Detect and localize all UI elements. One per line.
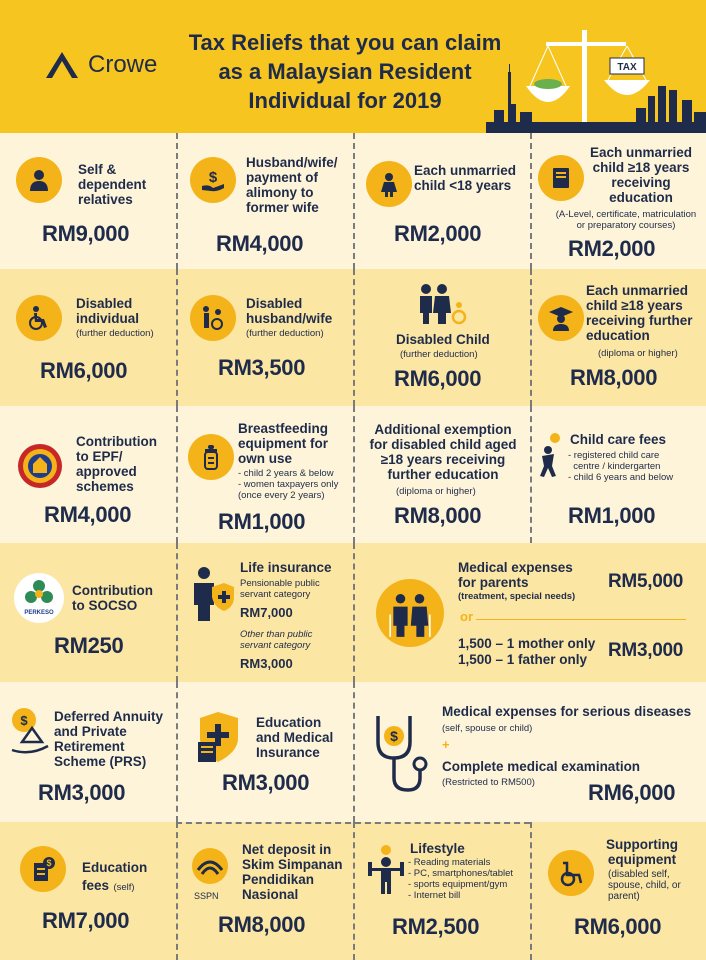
child-care-note: - registered child care centre / kindergarten - child 6 years and below	[568, 450, 674, 483]
divider	[176, 133, 178, 269]
wheelchair-equipment-icon	[548, 850, 594, 896]
baby-bottle-icon	[188, 434, 234, 480]
rocking-chair-icon	[8, 706, 52, 756]
row-6	[0, 822, 706, 960]
dollar-hand-icon	[190, 157, 236, 203]
row-2	[0, 269, 706, 406]
supporting-equipment-amount: RM6,000	[574, 914, 662, 939]
disabled-individual-amount: RM6,000	[40, 358, 128, 383]
education-fees-amount: RM7,000	[42, 908, 130, 933]
education-fees-label: Education fees	[82, 860, 148, 893]
svg-text:$: $	[208, 169, 218, 186]
child-education-note: (A-Level, certificate, matriculation or preparatory courses)	[555, 209, 697, 231]
shield-person-icon	[190, 563, 236, 623]
education-fees-suffix: (self)	[113, 882, 135, 893]
child-further-education-label: Each unmarried child ≥18 years receiving further education	[586, 283, 693, 343]
child-under18-label: Each unmarried child <18 years	[414, 163, 517, 193]
playing-child-icon	[536, 432, 562, 480]
divider	[176, 682, 178, 822]
row-4	[0, 543, 706, 682]
parents-medical-note: (treatment, special needs)	[458, 591, 576, 602]
child-further-education-note: (diploma or higher)	[598, 348, 678, 359]
perkeso-logo	[14, 573, 64, 623]
book-icon	[538, 155, 584, 201]
divider	[353, 822, 355, 960]
logo-text: Crowe	[88, 51, 158, 78]
row-1	[0, 133, 706, 269]
tax-tag-text: TAX	[617, 62, 637, 73]
medical-shield-icon	[196, 710, 252, 764]
serious-diseases-label: Medical expenses for serious diseases	[442, 704, 692, 719]
socso-amount: RM250	[54, 633, 124, 658]
breastfeeding-amount: RM1,000	[218, 509, 306, 534]
life-insurance-note-1: Pensionable public servant category	[240, 578, 320, 600]
disabled-family-icon	[416, 283, 468, 325]
elderly-couple-icon	[376, 579, 444, 647]
perkeso-emblem-icon	[22, 577, 56, 607]
disabled-child-note: (further deduction)	[400, 349, 478, 360]
life-insurance-note-2: Other than public servant category	[240, 629, 313, 651]
epf-amount: RM4,000	[44, 502, 132, 527]
graduate-icon	[538, 295, 584, 341]
child-education-label: Each unmarried child ≥18 years receiving education	[589, 145, 693, 205]
child-under18-amount: RM2,000	[394, 221, 482, 246]
child-care-label: Child care fees	[570, 432, 667, 447]
disabled-couple-icon	[190, 295, 236, 341]
self-relief-amount: RM9,000	[42, 221, 130, 246]
divider	[353, 133, 355, 269]
header-banner	[0, 0, 706, 133]
divider	[353, 682, 355, 822]
divider	[353, 406, 355, 543]
skyline-scale-illustration	[486, 0, 706, 133]
divider	[530, 822, 532, 960]
divider	[530, 133, 532, 269]
mother-only-line: 1,500 – 1 mother only	[458, 636, 596, 651]
title-line-1: Tax Reliefs that you can claim	[188, 30, 502, 55]
breastfeeding-note: - child 2 years & below - women taxpayers only (once every 2 years)	[238, 468, 339, 501]
prs-amount: RM3,000	[38, 780, 126, 805]
plus-separator: +	[442, 737, 450, 752]
kwsp-logo	[16, 442, 64, 490]
socso-label: Contribution to SOCSO	[72, 583, 153, 613]
supporting-equipment-note: (disabled self, spouse, child, or parent)	[608, 869, 681, 902]
certificate-icon	[20, 846, 66, 892]
additional-exemption-amount: RM8,000	[394, 503, 482, 528]
divider	[176, 543, 178, 682]
disabled-individual-label: Disabled individual	[76, 296, 140, 326]
disabled-child-amount: RM6,000	[394, 366, 482, 391]
epf-label: Contribution to EPF/ approved schemes	[76, 434, 157, 494]
divider	[176, 406, 178, 543]
title-line-3: Individual for 2019	[248, 88, 442, 113]
wheelchair-icon	[16, 295, 62, 341]
divider	[176, 269, 178, 406]
parents-medical-amount-1: RM5,000	[608, 571, 683, 592]
child-education-amount: RM2,000	[568, 236, 656, 261]
additional-exemption-label: Additional exemption for disabled child aged ≥18 years receiving further education	[369, 422, 517, 482]
sspn-label: Net deposit in Skim Simpanan Pendidikan Nasional	[242, 842, 343, 902]
disabled-individual-note: (further deduction)	[76, 328, 154, 339]
education-fees-text	[82, 859, 147, 895]
person-icon	[16, 157, 62, 203]
crowe-mark-icon	[44, 50, 80, 80]
lifestyle-amount: RM2,500	[392, 914, 480, 939]
lifestyle-label: Lifestyle	[410, 841, 465, 856]
life-insurance-label: Life insurance	[240, 560, 332, 575]
weightlifter-icon	[366, 844, 406, 896]
education-medical-insurance-amount: RM3,000	[222, 770, 310, 795]
stethoscope-icon	[368, 712, 430, 796]
additional-exemption-note: (diploma or higher)	[396, 486, 476, 497]
row-3	[0, 406, 706, 543]
svg-text:$: $	[20, 713, 28, 728]
row-5	[0, 682, 706, 822]
divider	[530, 269, 532, 406]
parents-medical-label: Medical expenses for parents	[458, 560, 573, 590]
medical-examination-label: Complete medical examination	[442, 759, 641, 774]
title-line-2: as a Malaysian Resident	[218, 59, 472, 84]
svg-text:$: $	[390, 728, 398, 744]
child-icon	[366, 161, 412, 207]
or-line	[476, 619, 686, 620]
breastfeeding-label: Breastfeeding equipment for own use	[238, 421, 329, 466]
spouse-relief-label: Husband/wife/ payment of alimony to former wife	[246, 155, 338, 215]
divider	[176, 822, 178, 960]
disabled-spouse-note: (further deduction)	[246, 328, 324, 339]
life-insurance-amount-1: RM7,000	[240, 605, 293, 620]
medical-expenses-amount: RM6,000	[588, 780, 676, 805]
child-care-amount: RM1,000	[568, 503, 656, 528]
sspn-amount: RM8,000	[218, 912, 306, 937]
page-title	[180, 28, 510, 115]
prs-label: Deferred Annuity and Private Retirement Scheme (PRS)	[54, 709, 164, 769]
education-medical-insurance-label: Education and Medical Insurance	[256, 715, 334, 760]
sspn-text: SSPN	[194, 891, 219, 901]
sspn-logo-icon	[190, 846, 230, 886]
self-relief-label: Self & dependent relatives	[78, 162, 147, 207]
disabled-spouse-label: Disabled husband/wife	[246, 296, 333, 326]
spouse-relief-amount: RM4,000	[216, 231, 304, 256]
divider	[353, 269, 355, 406]
disabled-child-label: Disabled Child	[396, 332, 490, 347]
parents-medical-amount-2: RM3,000	[608, 640, 683, 661]
perkeso-text: PERKESO	[24, 610, 54, 616]
supporting-equipment-label: Supporting equipment	[606, 837, 678, 867]
divider	[530, 406, 532, 543]
divider	[353, 543, 355, 682]
medical-examination-note: (Restricted to RM500)	[442, 777, 535, 788]
crowe-logo	[44, 50, 157, 80]
child-further-education-amount: RM8,000	[570, 365, 658, 390]
disabled-spouse-amount: RM3,500	[218, 355, 306, 380]
svg-text:$: $	[46, 858, 52, 868]
serious-diseases-note: (self, spouse or child)	[442, 723, 533, 734]
father-only-line: 1,500 – 1 father only	[458, 652, 588, 667]
lifestyle-note: - Reading materials - PC, smartphones/tablet - sports equipment/gym - Internet bill	[408, 857, 514, 901]
life-insurance-amount-2: RM3,000	[240, 656, 293, 671]
or-separator: or	[460, 609, 473, 624]
divider-top	[176, 822, 530, 824]
